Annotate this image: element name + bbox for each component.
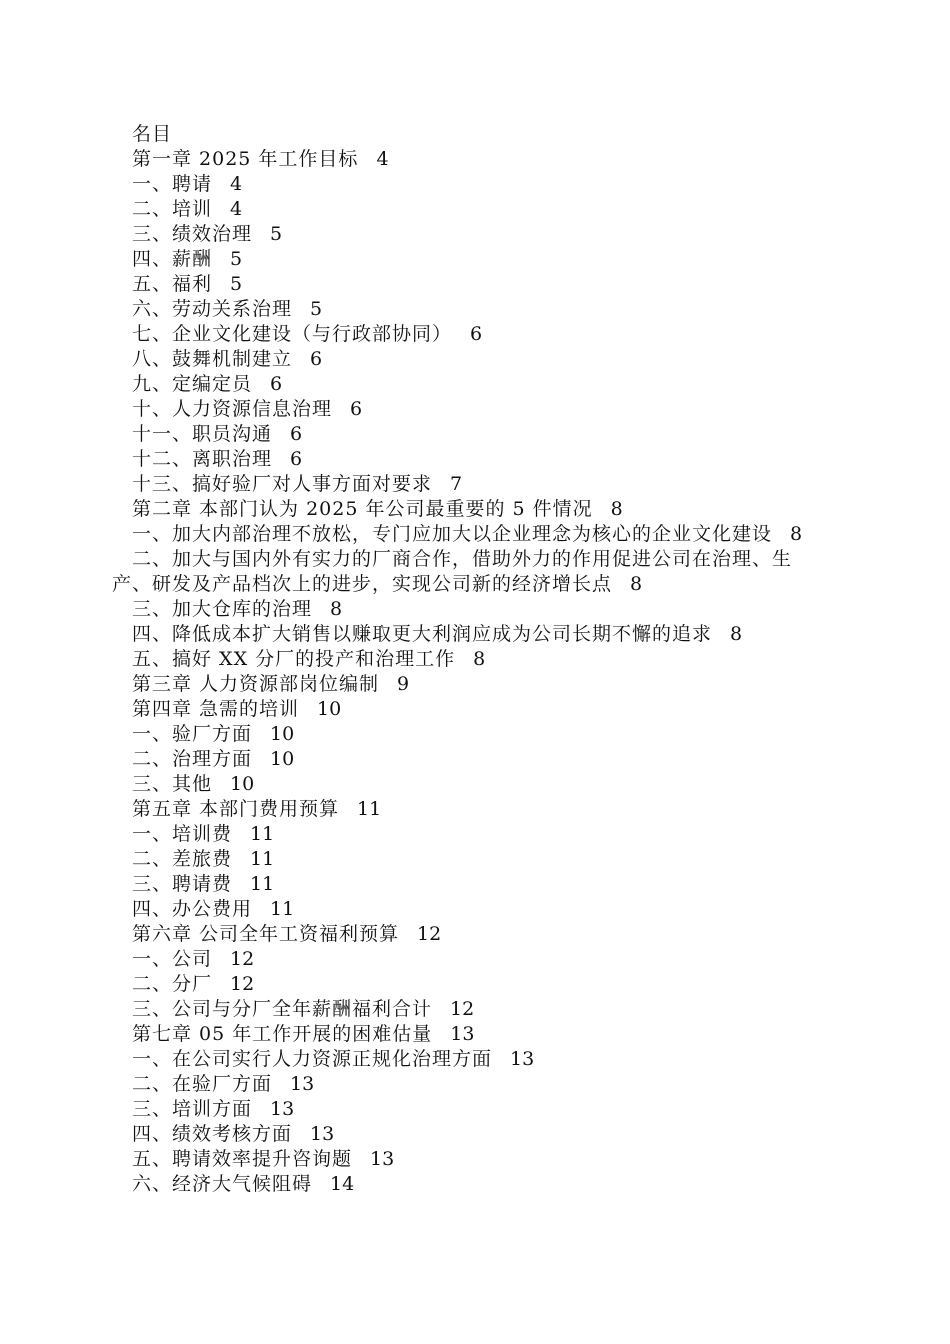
toc-section-entry <box>112 622 832 647</box>
toc-page-number: 6 <box>310 348 323 370</box>
toc-entry-text: 二、在验厂方面 <box>132 1073 273 1095</box>
toc-page-number: 4 <box>230 198 243 220</box>
toc-chapter-entry <box>112 147 832 172</box>
toc-section-entry <box>112 422 832 447</box>
toc-page-number: 8 <box>790 523 803 545</box>
toc-entry-text: 五、福利 <box>132 273 213 295</box>
toc-entry-text: 九、定编定员 <box>132 373 253 395</box>
toc-entry-text: 三、绩效治理 <box>132 223 253 245</box>
toc-section-entry <box>112 847 832 872</box>
toc-page-number: 12 <box>417 923 442 945</box>
toc-section-entry <box>112 372 832 397</box>
toc-page-number: 6 <box>470 323 483 345</box>
toc-section-entry <box>112 822 832 847</box>
toc-chapter-entry <box>112 697 832 722</box>
toc-entry-text: 五、搞好 XX 分厂的投产和治理工作 <box>132 648 456 670</box>
toc-page-number: 7 <box>450 473 463 495</box>
toc-page-number: 12 <box>230 973 255 995</box>
toc-entry-text: 一、在公司实行人力资源正规化治理方面 <box>132 1048 493 1070</box>
toc-entry-text: 三、加大仓库的治理 <box>132 598 313 620</box>
toc-entry-text: 第三章 人力资源部岗位编制 <box>132 673 380 695</box>
toc-entry-text: 四、办公费用 <box>132 898 253 920</box>
toc-section-entry <box>112 472 832 497</box>
toc-section-entry <box>112 172 832 197</box>
toc-page-number: 10 <box>317 698 342 720</box>
table-of-contents <box>112 122 832 1197</box>
toc-page-number: 5 <box>310 298 323 320</box>
toc-entry-text: 四、绩效考核方面 <box>132 1123 293 1145</box>
toc-page-number: 11 <box>250 873 275 895</box>
toc-section-entry <box>112 447 832 472</box>
toc-entry-text: 三、培训方面 <box>132 1098 253 1120</box>
toc-section-entry <box>112 722 832 747</box>
toc-entry-text: 一、培训费 <box>132 823 233 845</box>
toc-entry-text: 十一、职员沟通 <box>132 423 273 445</box>
toc-page-number: 13 <box>450 1023 475 1045</box>
toc-chapter-entry <box>112 922 832 947</box>
toc-page-number: 4 <box>376 148 389 170</box>
toc-page-number: 5 <box>270 223 283 245</box>
toc-page-number: 8 <box>730 623 743 645</box>
toc-section-entry <box>112 1147 832 1172</box>
toc-page-number: 4 <box>230 173 243 195</box>
toc-entry-text: 四、降低成本扩大销售以赚取更大利润应成为公司长期不懈的追求 <box>132 623 713 645</box>
toc-page-number: 8 <box>610 498 623 520</box>
toc-entry-text: 一、加大内部治理不放松，专门应加大以企业理念为核心的企业文化建设 <box>132 523 773 545</box>
toc-section-entry <box>112 647 832 672</box>
toc-entry-text: 第四章 急需的培训 <box>132 698 300 720</box>
toc-section-entry <box>112 597 832 622</box>
toc-entry-text: 五、聘请效率提升咨询题 <box>132 1148 353 1170</box>
toc-entry-text: 第七章 05 年工作开展的困难估量 <box>132 1023 433 1045</box>
toc-section-entry <box>112 747 832 772</box>
toc-section-entry <box>112 297 832 322</box>
toc-section-entry <box>112 222 832 247</box>
toc-entry-text: 十、人力资源信息治理 <box>132 398 333 420</box>
toc-entry-text: 三、其他 <box>132 773 213 795</box>
toc-entry-text: 六、劳动关系治理 <box>132 298 293 320</box>
toc-page-number: 8 <box>330 598 343 620</box>
toc-section-entry <box>112 972 832 997</box>
toc-chapter-entry <box>112 1022 832 1047</box>
toc-page-number: 11 <box>270 898 295 920</box>
toc-entry-text: 八、鼓舞机制建立 <box>132 348 293 370</box>
toc-entry-text: 三、聘请费 <box>132 873 233 895</box>
toc-entry-text: 十三、搞好验厂对人事方面对要求 <box>132 473 433 495</box>
toc-entry-text: 第五章 本部门费用预算 <box>132 798 340 820</box>
toc-entry-text: 一、验厂方面 <box>132 723 253 745</box>
toc-page-number: 10 <box>270 748 295 770</box>
toc-page-number: 11 <box>250 823 275 845</box>
toc-page-number: 13 <box>270 1098 295 1120</box>
toc-section-entry <box>112 272 832 297</box>
toc-section-entry <box>112 997 832 1022</box>
toc-title: 名目 <box>132 123 173 145</box>
toc-page-number: 6 <box>350 398 363 420</box>
toc-page-number: 14 <box>330 1173 355 1195</box>
toc-page-number: 9 <box>397 673 410 695</box>
toc-page-number: 11 <box>250 848 275 870</box>
toc-section-entry <box>112 1097 832 1122</box>
toc-entries <box>112 147 832 1197</box>
toc-page-number: 12 <box>230 948 255 970</box>
toc-page-number: 13 <box>370 1148 395 1170</box>
toc-entry-text: 第一章 2025 年工作目标 <box>132 148 359 170</box>
toc-entry-text: 六、经济大气候阻碍 <box>132 1173 313 1195</box>
toc-page-number: 6 <box>290 448 303 470</box>
toc-page-number: 10 <box>270 723 295 745</box>
toc-section-entry <box>112 1172 832 1197</box>
toc-section-entry <box>112 1122 832 1147</box>
toc-entry-text: 七、企业文化建设（与行政部协同） <box>132 323 453 345</box>
toc-section-entry <box>112 197 832 222</box>
toc-chapter-entry <box>112 497 832 522</box>
toc-entry-text: 第二章 本部门认为 2025 年公司最重要的 5 件情况 <box>132 498 593 520</box>
toc-section-entry <box>112 247 832 272</box>
toc-page-number: 8 <box>630 573 643 595</box>
toc-section-entry <box>112 522 824 547</box>
toc-entry-text: 二、分厂 <box>132 973 213 995</box>
toc-page-number: 11 <box>357 798 382 820</box>
toc-section-entry <box>112 347 832 372</box>
toc-entry-text: 一、聘请 <box>132 173 213 195</box>
toc-section-entry <box>112 897 832 922</box>
toc-page-number: 13 <box>510 1048 535 1070</box>
toc-section-entry <box>112 772 832 797</box>
toc-section-entry <box>112 872 832 897</box>
toc-section-entry <box>112 397 832 422</box>
toc-entry-text: 二、培训 <box>132 198 213 220</box>
toc-page-number: 10 <box>230 773 255 795</box>
toc-page-number: 6 <box>290 423 303 445</box>
toc-page-number: 5 <box>230 273 243 295</box>
toc-section-entry <box>112 947 832 972</box>
toc-section-entry <box>112 322 832 347</box>
toc-section-entry <box>112 547 824 597</box>
toc-section-entry <box>112 1072 832 1097</box>
toc-chapter-entry <box>112 672 832 697</box>
toc-page-number: 13 <box>310 1123 335 1145</box>
toc-page-number: 6 <box>270 373 283 395</box>
toc-entry-text: 十二、离职治理 <box>132 448 273 470</box>
toc-section-entry <box>112 1047 832 1072</box>
toc-entry-text: 二、差旅费 <box>132 848 233 870</box>
toc-entry-text: 二、治理方面 <box>132 748 253 770</box>
toc-page-number: 8 <box>473 648 486 670</box>
toc-chapter-entry <box>112 797 832 822</box>
toc-entry-text: 四、薪酬 <box>132 248 213 270</box>
toc-entry-text: 三、公司与分厂全年薪酬福利合计 <box>132 998 433 1020</box>
toc-page-number: 13 <box>290 1073 315 1095</box>
toc-entry-text: 第六章 公司全年工资福利预算 <box>132 923 400 945</box>
toc-page-number: 12 <box>450 998 475 1020</box>
toc-page-number: 5 <box>230 248 243 270</box>
toc-entry-text: 二、加大与国内外有实力的厂商合作，借助外力的作用促进公司在治理、生产、研发及产品档次上的进步，实现公司新的经济增长点 <box>112 548 793 595</box>
toc-entry-text: 一、公司 <box>132 948 213 970</box>
